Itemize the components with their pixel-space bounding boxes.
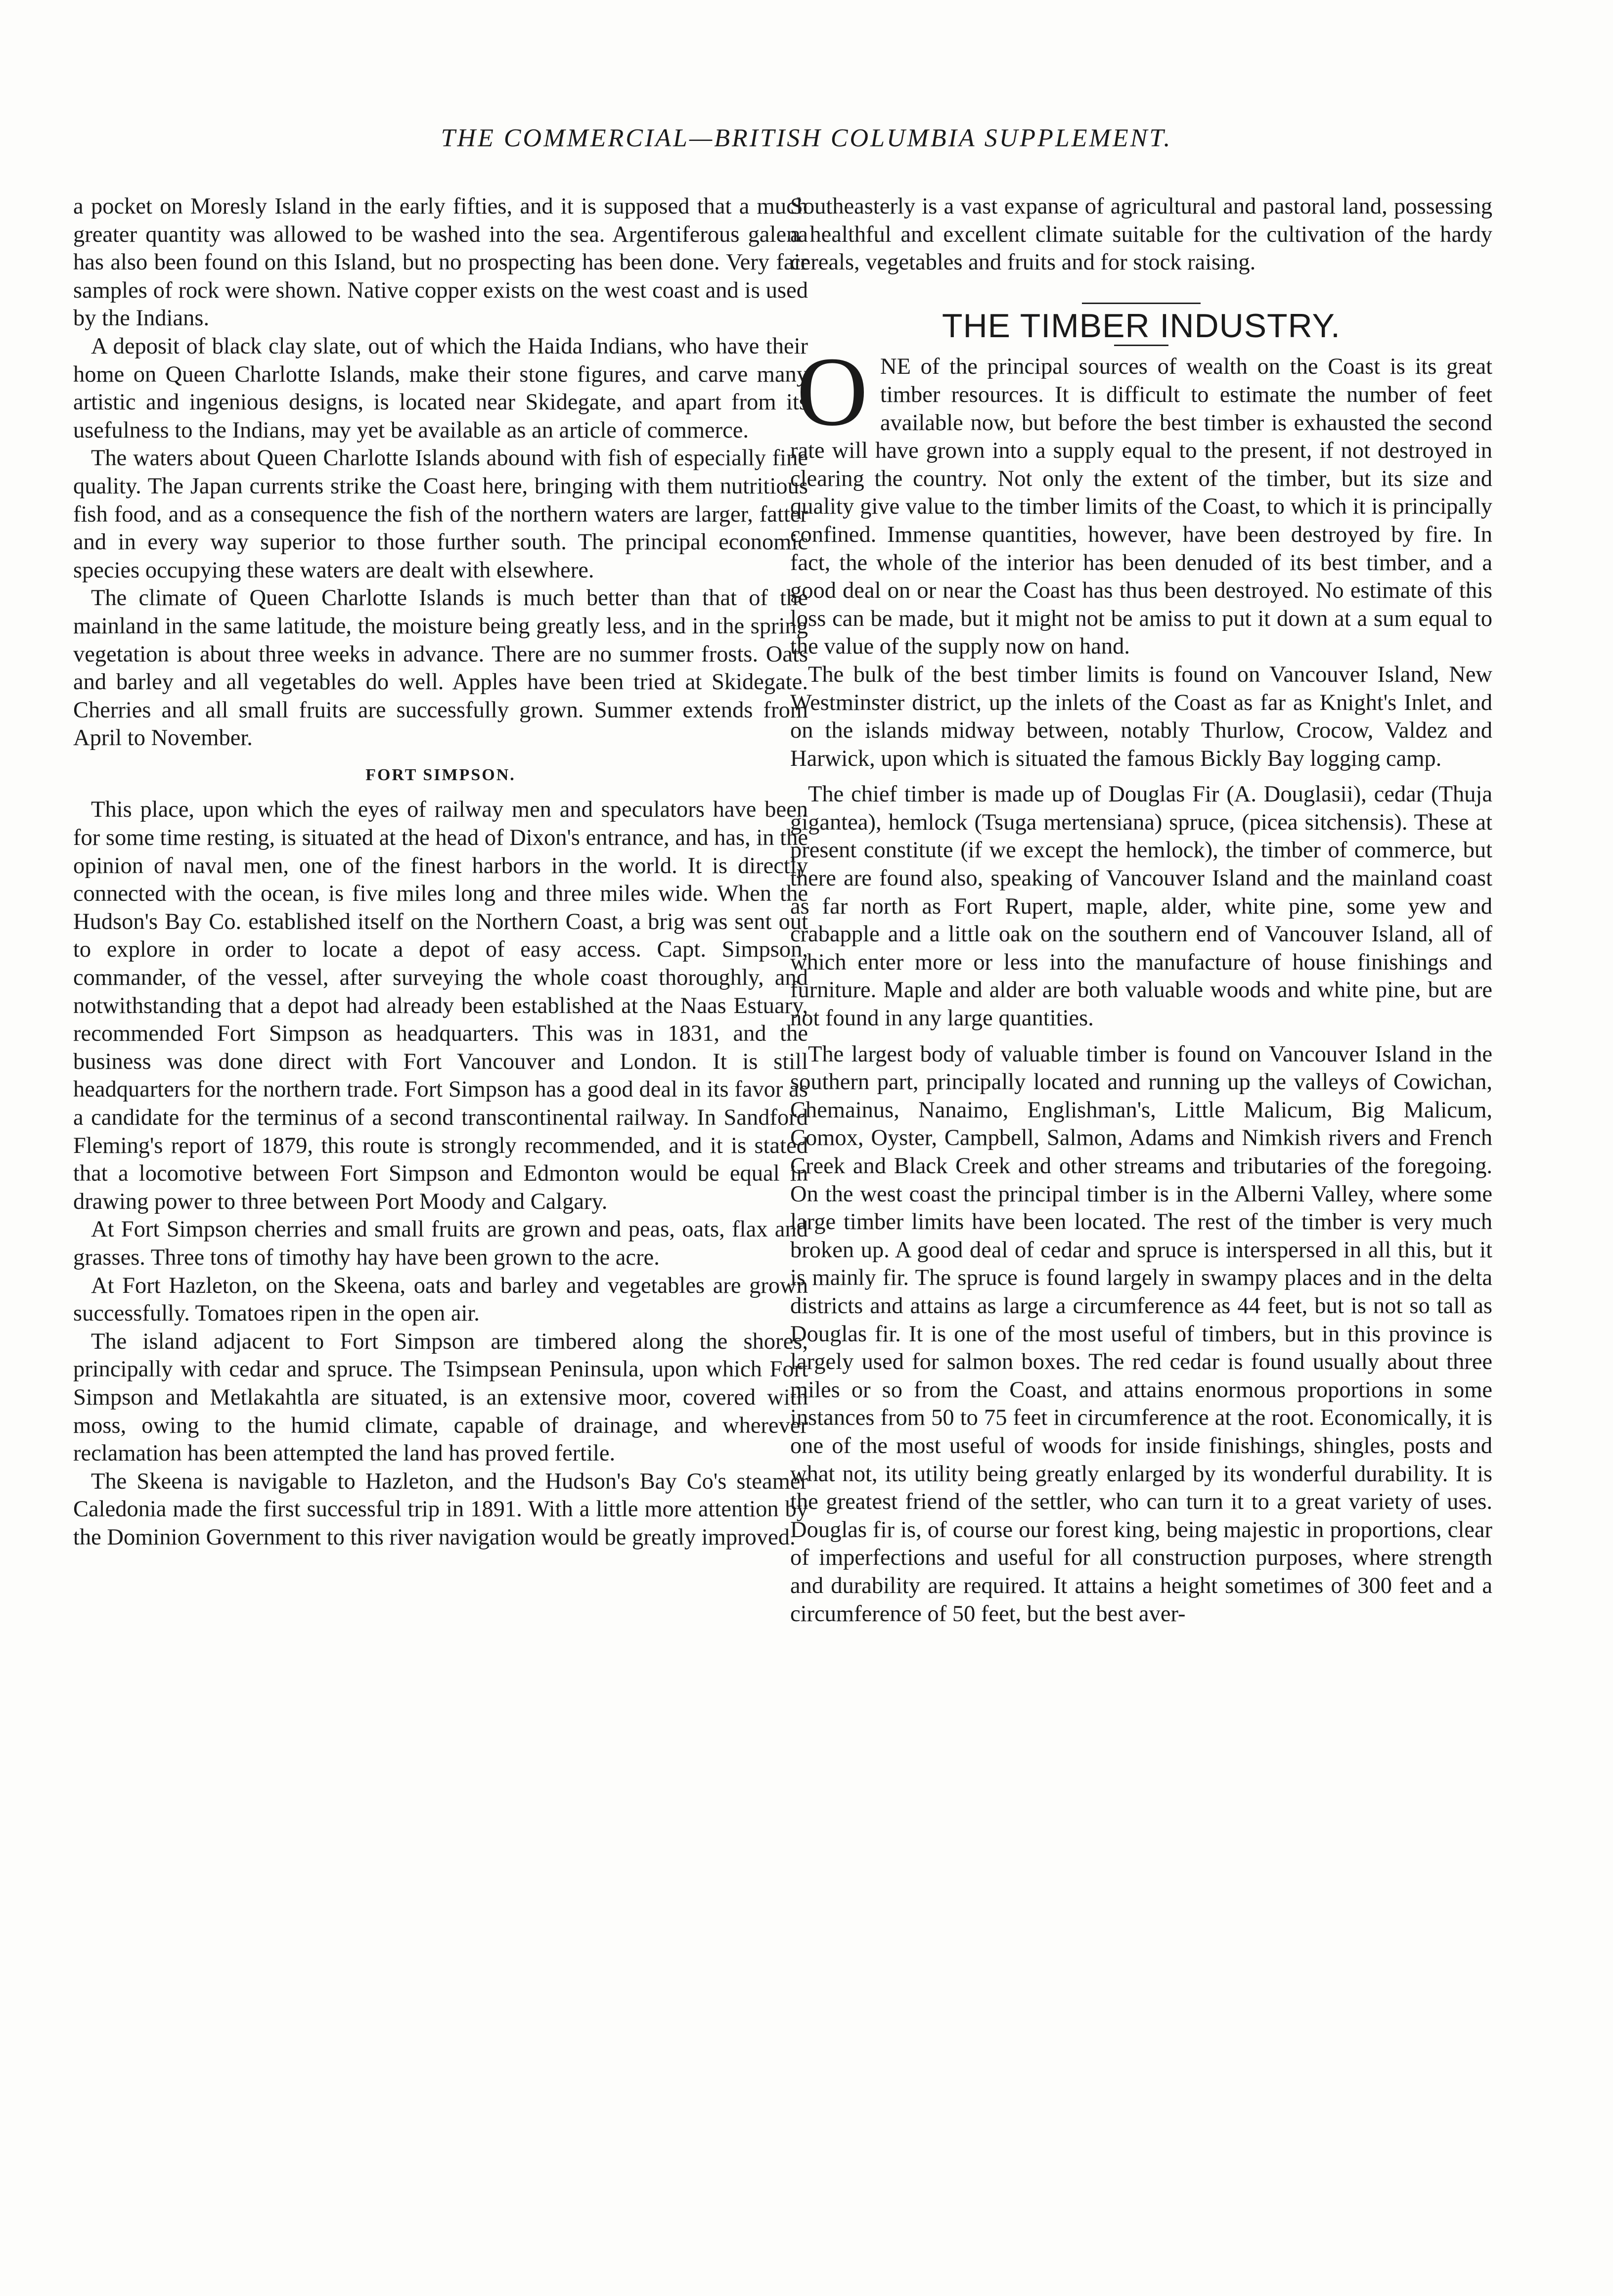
paragraph: The waters about Queen Charlotte Islands abound with fish of especially fine quality. The Japan currents strike the Coast here, bringing with them nutritious fish food, and as a consequence the fish of the northern waters are larger, fatter and in every way superior to those further south. The principal economic species occupying these waters are dealt with elsewhere. <box>73 445 808 583</box>
paragraph-text: NE of the principal sources of wealth on the Coast is its great timber resources. It is difficult to estimate the number of feet available now, but before the best timber is exhausted the second rate will have grown into a supply equal to the present, if not destroyed in clearing the country. Not only the extent of the timber, but its size and quality give value to the timber limits of the Coast, to which it is principally confined. Immense quantities, however, have been destroyed by fire. In fact, the whole of the interior has been denuded of its best timber, and a good deal on or near the Coast has thus been destroyed. No estimate of this loss can be made, but it might not be amiss to put it down at a sum equal to the value of the supply now on hand. <box>790 354 1492 660</box>
paragraph: The chief timber is made up of Douglas Fir (A. Douglasii), cedar (Thuja gigantea), hemlock (Tsuga mertensiana) spruce, (picea sitchensis). These at present constitute (if we except the hemlock), the timber of commerce, but there are found also, speaking of Vancouver Island and the mainland coast as far north as Fort Rupert, maple, alder, white pine, some yew and crabapple and a little oak on the southern end of Vancouver Island, all of which enter more or less into the manufacture of house finishings and furniture. Maple and alder are both valuable woods and white pine, but are not found in any large quantities. <box>790 782 1492 1031</box>
running-head: THE COMMERCIAL—BRITISH COLUMBIA SUPPLEMENT. <box>441 124 1172 152</box>
paragraph: The bulk of the best timber limits is found on Vancouver Island, New Westminster district, up the inlets of the Coast as far as Knight's Inlet, and on the islands midway between, notably Thurlow, Crocow, Valdez and Harwick, upon which is situated the famous Bickly Bay logging camp. <box>790 662 1492 771</box>
section-heading <box>790 303 1492 347</box>
paragraph: At Fort Hazleton, on the Skeena, oats and barley and vegetables are grown successfully. Tomatoes ripen in the open air. <box>73 1273 808 1326</box>
paragraph: The Skeena is navigable to Hazleton, and the Hudson's Bay Co's steamer Caledonia made the first successful trip in 1891. With a little more attention by the Dominion Government to this river navigation would be greatly improved. <box>73 1468 808 1550</box>
paragraph: A deposit of black clay slate, out of which the Haida Indians, who have their home on Queen Charlotte Islands, make their stone figures, and carve many artistic and ingenious designs, is located near Skidegate, and apart from its usefulness to the Indians, may yet be available as an article of commerce. <box>73 333 808 443</box>
subheading-fort-simpson: FORT SIMPSON. <box>365 765 516 784</box>
paragraph-with-dropcap <box>790 337 1492 661</box>
paragraph: The climate of Queen Charlotte Islands is much better than that of the mainland in the same latitude, the moisture being greatly less, and in the spring vegetation is about three weeks in advance. There are no summer frosts. Oats and barley and all vegetables do well. Apples have been tried at Skidegate. Cherries and all small fruits are successfully grown. Summer extends from April to November. <box>73 585 808 751</box>
right-column <box>790 193 1492 1628</box>
paragraph-gap <box>790 1033 1492 1041</box>
paragraph: a pocket on Moresly Island in the early fifties, and it is supposed that a much greater quantity was allowed to be washed into the sea. Argentiferous galena has also been found on this Island, but no prospecting has been done. Very fair samples of rock were shown. Native copper exists on the west coast and is used by the Indians. <box>73 194 808 331</box>
drop-cap: O <box>796 337 868 447</box>
paragraph: At Fort Simpson cherries and small fruits are grown and peas, oats, flax and grasses. Three tons of timothy hay have been grown to the acre. <box>73 1217 808 1270</box>
left-column <box>73 193 808 1552</box>
paragraph: Southeasterly is a vast expanse of agricultural and pastoral land, possessing a healthful and excellent climate suitable for the cultivation of the hardy cereals, vegetables and fruits and for stock raising. <box>790 194 1492 275</box>
section-title: THE TIMBER INDUSTRY. <box>942 307 1341 345</box>
paragraph: The largest body of valuable timber is found on Vancouver Island in the southern part, principally located and running up the valleys of Cowichan, Chemainus, Nanaimo, Englishman's, Little Malicum, Big Malicum, Comox, Oyster, Campbell, Salmon, Adams and Nimkish rivers and French Creek and Black Creek and other streams and tributaries of the foregoing. On the west coast the principal timber is in the Alberni Valley, where some large timber limits have been located. The rest of the timber is very much broken up. A good deal of cedar and spruce is interspersed in all this, but it is mainly fir. The spruce is found largely in swampy places and in the delta districts and attains as large a circumference as 44 feet, but is not so tall as Douglas fir. It is one of the most useful of timbers, but in this province is largely used for salmon boxes. The red cedar is found usually about three miles or so from the Coast, and attains enormous proportions in some instances from 50 to 75 feet in circumference at the root. Economically, it is one of the most useful of woods for inside finishings, shingles, posts and what not, its utility being greatly enlarged by its wonderful durability. It is the greatest friend of the settler, who can turn it to a great variety of uses. Douglas fir is, of course our forest king, being majestic in proportions, clear of imperfections and useful for all construction purposes, where strength and durability are required. It attains a height sometimes of 300 feet and a circumference of 50 feet, but the best aver- <box>790 1041 1492 1627</box>
divider-rule <box>1082 303 1201 304</box>
paragraph: The island adjacent to Fort Simpson are timbered along the shores, principally with cedar and spruce. The Tsimpsean Peninsula, upon which Fort Simpson and Metlakahtla are situated, is an extensive moor, covered with moss, owing to the humid climate, capable of drainage, and wherever reclamation has been attempted the land has proved fertile. <box>73 1328 808 1466</box>
divider-rule <box>1114 345 1168 346</box>
paragraph-gap <box>790 773 1492 781</box>
paragraph: This place, upon which the eyes of railway men and speculators have been for some time resting, is situated at the head of Dixon's entrance, and has, in the opinion of naval men, one of the finest harbors in the world. It is directly connected with the ocean, is five miles long and three miles wide. When the Hudson's Bay Co. established itself on the Northern Coast, a brig was sent out to explore in order to locate a depot of easy access. Capt. Simpson, commander, of the vessel, after surveying the whole coast thoroughly, and notwithstanding that a depot had already been established at the Naas Estuary, recommended Fort Simpson as headquarters. This was in 1831, and the business was done direct with Fort Vancouver and London. It is still headquarters for the northern trade. Fort Simpson has a good deal in its favor as a candidate for the terminus of a second transcontinental railway. In Sandford Fleming's report of 1879, this route is strongly recommended, and it is stated that a locomotive between Fort Simpson and Edmonton would be equal in drawing power to three between Port Moody and Calgary. <box>73 797 808 1214</box>
